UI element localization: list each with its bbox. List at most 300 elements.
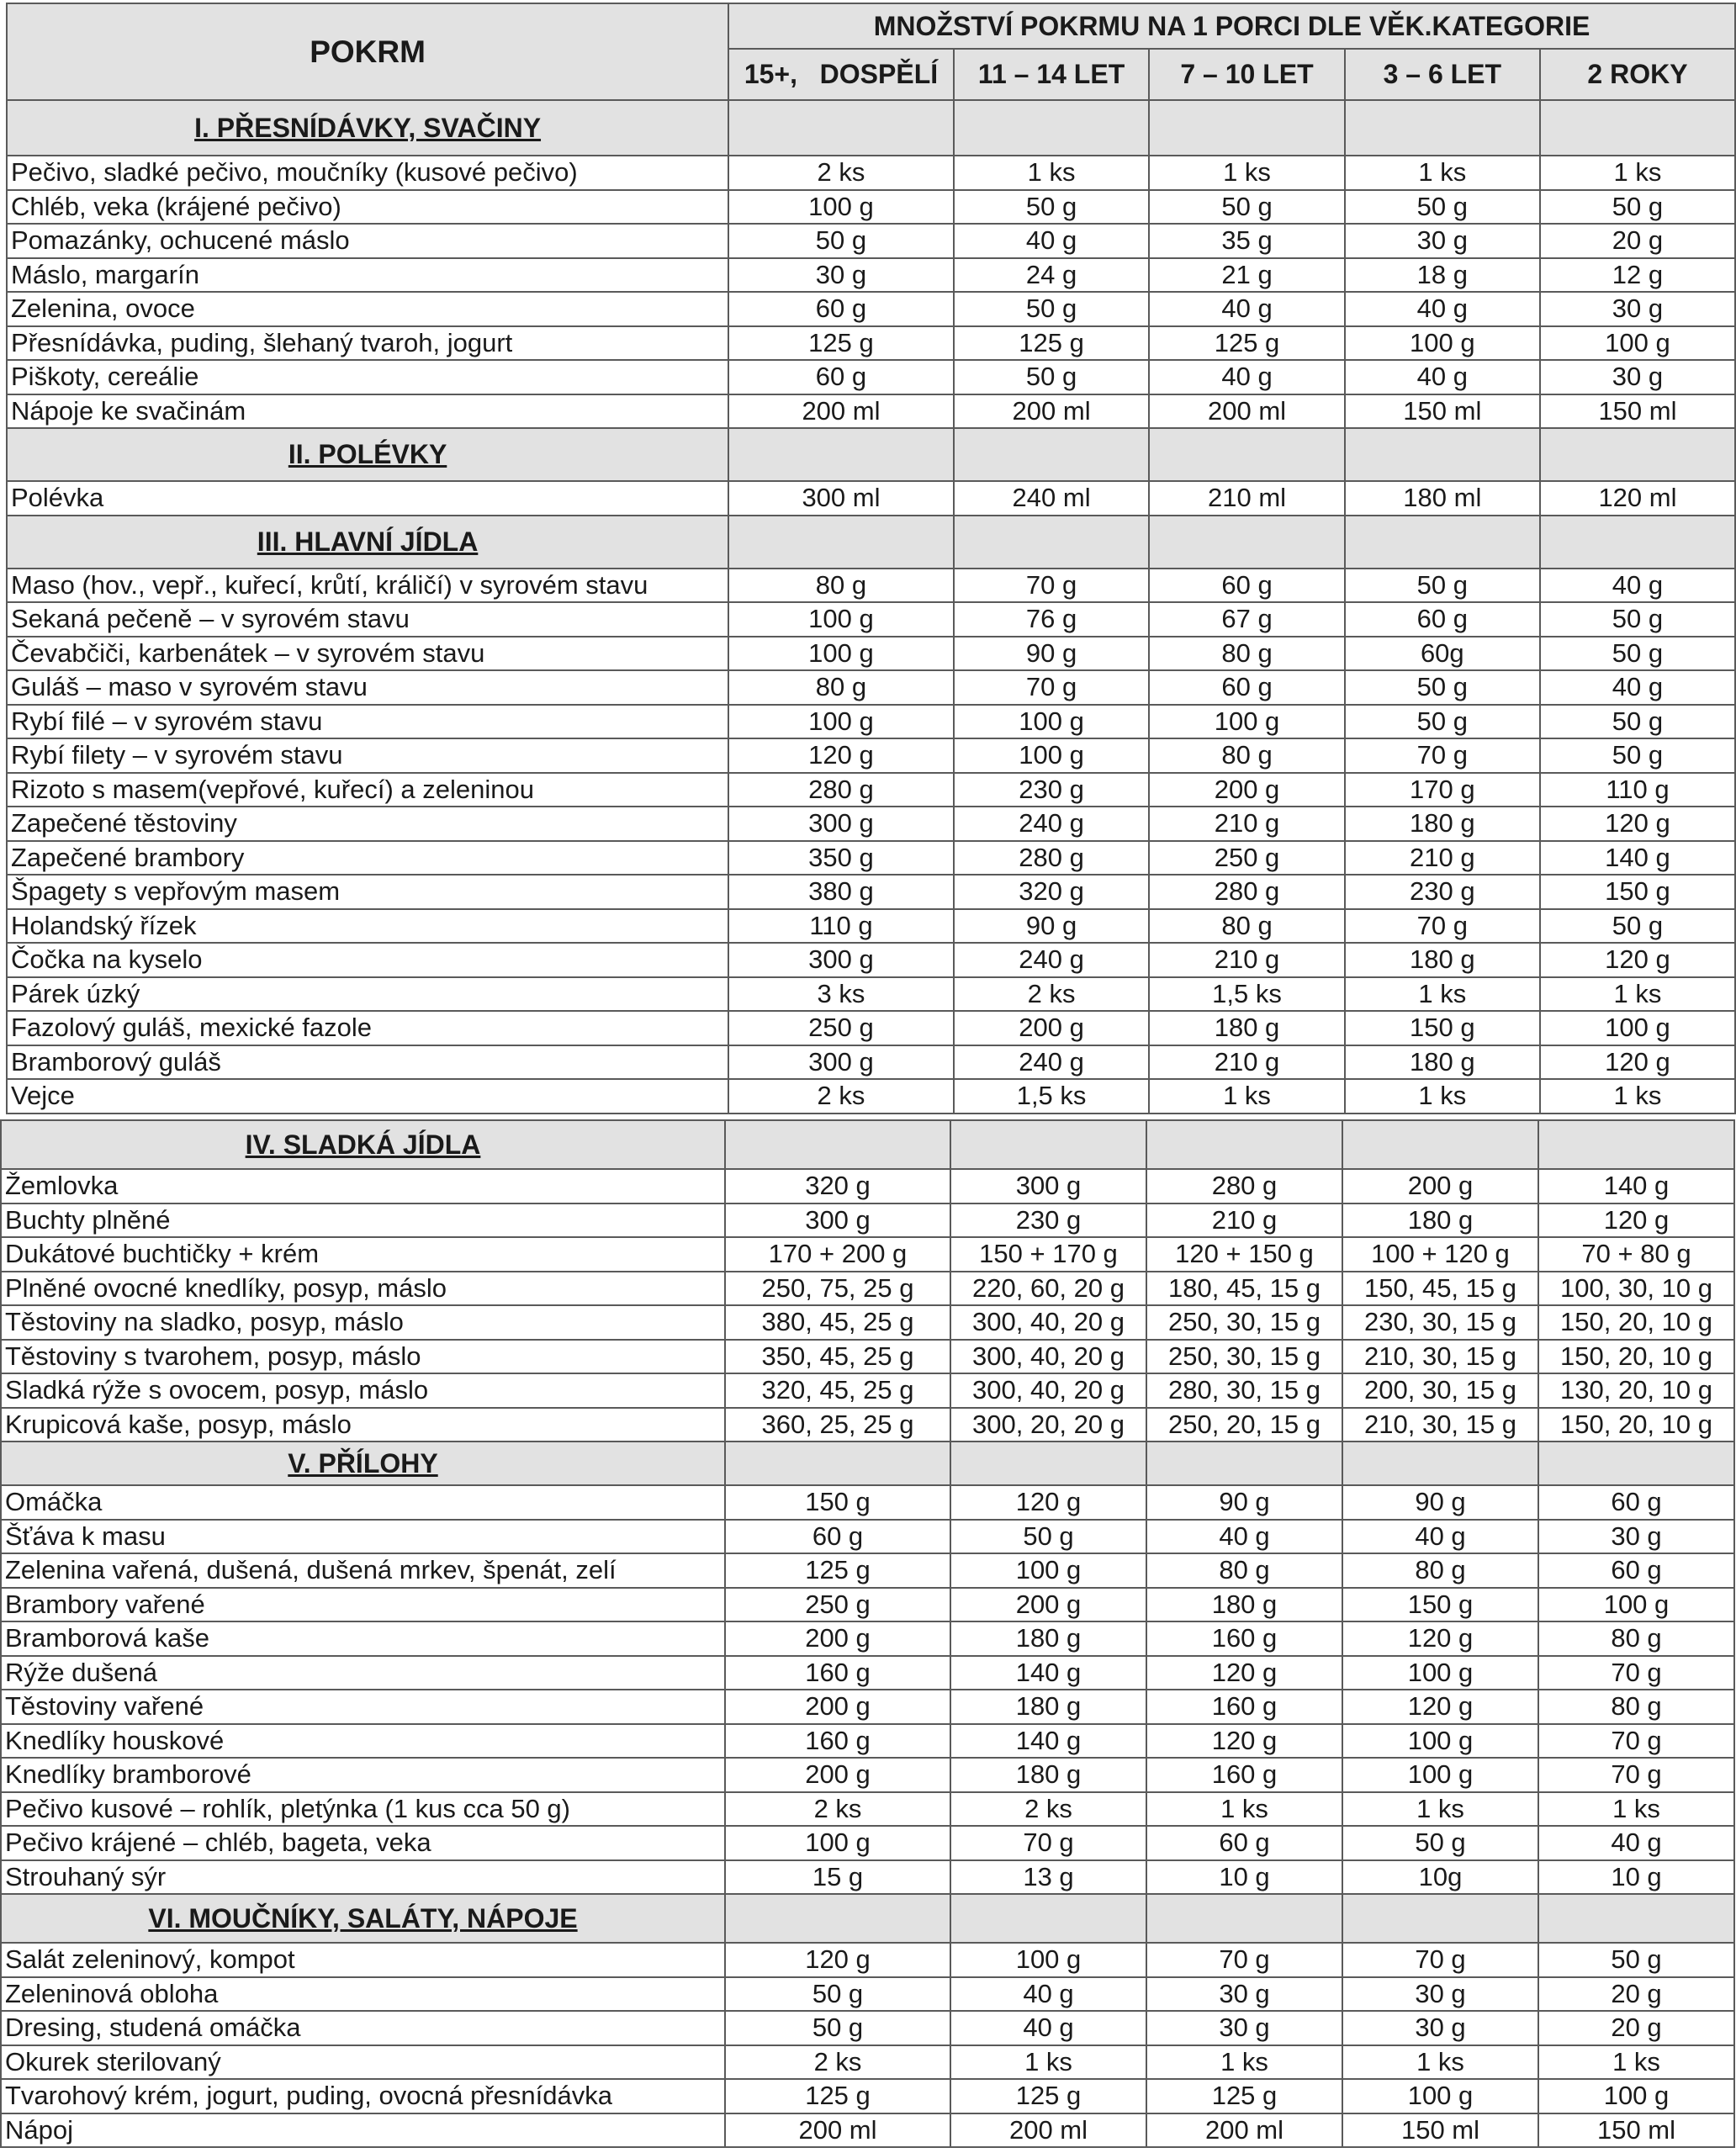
food-name-cell: Rybí filé – v syrovém stavu [7,705,728,739]
portion-value-cell: 60 g [1538,1553,1734,1588]
portion-value-cell: 1,5 ks [1149,977,1344,1012]
portion-value-cell: 100 g [728,705,954,739]
portion-value-cell: 200 g [1149,773,1344,807]
table-row [1,1305,1734,1340]
section-empty-cell [1538,1120,1734,1169]
section-header-row [1,1120,1734,1169]
portion-value-cell: 2 ks [950,1792,1146,1827]
portion-value-cell: 30 g [1342,2011,1538,2045]
portion-value-cell: 70 g [954,569,1150,603]
section-title: V. PŘÍLOHY [288,1447,438,1479]
portion-value-cell: 35 g [1149,224,1344,258]
portion-value-cell: 380, 45, 25 g [725,1305,950,1340]
table-row [7,705,1735,739]
table-row [1,1826,1734,1860]
food-name-cell: Těstoviny na sladko, posyp, máslo [1,1305,725,1340]
portion-value-cell: 280, 30, 15 g [1146,1373,1342,1408]
section-empty-cell [1342,1894,1538,1943]
portion-value-cell: 380 g [728,875,954,909]
food-name-cell: Zeleninová obloha [1,1977,725,2012]
portion-value-cell: 90 g [1146,1485,1342,1520]
portion-value-cell: 40 g [1342,1520,1538,1554]
food-name-cell: Strouhaný sýr [1,1860,725,1895]
portion-value-cell: 250 g [1149,841,1344,875]
portion-value-cell: 50 g [950,1520,1146,1554]
portion-value-cell: 50 g [1149,190,1344,225]
portion-value-cell: 250, 75, 25 g [725,1272,950,1306]
section-empty-cell [1345,428,1540,481]
portion-value-cell: 100 g [1540,1011,1735,1045]
portion-value-cell: 120 g [1342,1690,1538,1724]
section-empty-cell [725,1442,950,1485]
portion-value-cell: 150 g [1345,1011,1540,1045]
portion-value-cell: 21 g [1149,258,1344,293]
table-row [7,943,1735,977]
portion-value-cell: 30 g [1540,360,1735,394]
portion-value-cell: 70 g [1538,1724,1734,1759]
portion-value-cell: 1 ks [1146,2045,1342,2080]
portion-value-cell: 250, 20, 15 g [1146,1408,1342,1442]
portion-value-cell: 1 ks [1345,156,1540,190]
portion-value-cell: 280 g [954,841,1150,875]
portion-value-cell: 210 g [1149,943,1344,977]
portion-value-cell: 50 g [1538,1943,1734,1977]
portion-value-cell: 150 g [725,1485,950,1520]
food-name-cell: Bramborový guláš [7,1045,728,1080]
table-row [7,1045,1735,1080]
portion-value-cell: 200 ml [1149,394,1344,429]
portion-value-cell: 2 ks [728,156,954,190]
section-title: VI. MOUČNÍKY, SALÁTY, NÁPOJE [148,1902,578,1933]
table-row [7,738,1735,773]
portion-value-cell: 140 g [1540,841,1735,875]
section-title-cell [7,100,728,156]
portion-value-cell: 100 g [1342,1656,1538,1690]
portion-value-cell: 150, 45, 15 g [1342,1272,1538,1306]
portion-value-cell: 50 g [954,292,1150,326]
portion-value-cell: 120 g [1540,807,1735,841]
food-name-cell: Piškoty, cereálie [7,360,728,394]
portion-value-cell: 60 g [725,1520,950,1554]
portion-value-cell: 280 g [1149,875,1344,909]
portion-value-cell: 300 g [728,807,954,841]
portion-value-cell: 40 g [1146,1520,1342,1554]
portion-value-cell: 125 g [1149,326,1344,361]
portion-value-cell: 150, 20, 10 g [1538,1340,1734,1374]
portion-value-cell: 2 ks [728,1079,954,1114]
table-row [1,1373,1734,1408]
table-row [7,670,1735,705]
food-name-cell: Tvarohový krém, jogurt, puding, ovocná přesnídávka [1,2079,725,2113]
table-row [7,602,1735,637]
portion-value-cell: 3 ks [728,977,954,1012]
portion-value-cell: 100 + 120 g [1342,1237,1538,1272]
portion-value-cell: 30 g [1146,1977,1342,2012]
portion-value-cell: 200 g [954,1011,1150,1045]
portion-value-cell: 160 g [725,1724,950,1759]
portion-value-cell: 125 g [1146,2079,1342,2113]
portion-value-cell: 40 g [954,224,1150,258]
portion-value-cell: 120 ml [1540,481,1735,516]
portion-value-cell: 100 g [1538,1588,1734,1622]
food-name-cell: Pomazánky, ochucené máslo [7,224,728,258]
portion-value-cell: 150 g [1540,875,1735,909]
portion-value-cell: 100 g [728,190,954,225]
portion-value-cell: 120 g [1540,1045,1735,1080]
portion-value-cell: 80 g [1149,909,1344,944]
section-empty-cell [1538,1894,1734,1943]
portion-value-cell: 90 g [954,909,1150,944]
food-name-cell: Zapečené těstoviny [7,807,728,841]
food-name-cell: Těstoviny s tvarohem, posyp, máslo [1,1340,725,1374]
portion-value-cell: 200 ml [954,394,1150,429]
column-header-age: 3 – 6 LET [1345,49,1540,100]
section-header-row [7,516,1735,569]
table-row [7,258,1735,293]
portion-value-cell: 30 g [1345,224,1540,258]
section-title-cell [7,428,728,481]
portion-value-cell: 70 g [950,1826,1146,1860]
portion-value-cell: 170 + 200 g [725,1237,950,1272]
portion-value-cell: 250 g [725,1588,950,1622]
portion-value-cell: 300 g [728,1045,954,1080]
portion-value-cell: 40 g [1149,292,1344,326]
portion-value-cell: 210 g [1345,841,1540,875]
portion-value-cell: 300, 40, 20 g [950,1340,1146,1374]
portion-value-cell: 350, 45, 25 g [725,1340,950,1374]
portion-value-cell: 180 g [950,1621,1146,1656]
portion-value-cell: 120 g [1538,1203,1734,1238]
section-empty-cell [1540,100,1735,156]
portion-value-cell: 40 g [1345,360,1540,394]
table-row [7,773,1735,807]
portion-value-cell: 125 g [954,326,1150,361]
portion-value-cell: 70 g [1538,1758,1734,1792]
portion-value-cell: 180 g [1345,1045,1540,1080]
portion-value-cell: 40 g [1540,670,1735,705]
portion-value-cell: 100 g [950,1943,1146,1977]
portion-value-cell: 12 g [1540,258,1735,293]
section-empty-cell [950,1442,1146,1485]
section-empty-cell [728,100,954,156]
portion-value-cell: 40 g [950,1977,1146,2012]
portion-value-cell: 200 g [950,1588,1146,1622]
table-row [1,1485,1734,1520]
portion-value-cell: 90 g [1342,1485,1538,1520]
section-header-row [7,428,1735,481]
portion-value-cell: 180 g [950,1690,1146,1724]
portion-value-cell: 80 g [1342,1553,1538,1588]
food-name-cell: Dresing, studená omáčka [1,2011,725,2045]
portion-value-cell: 120 g [1146,1724,1342,1759]
portion-value-cell: 60 g [1149,670,1344,705]
food-name-cell: Rýže dušená [1,1656,725,1690]
table-row [1,1520,1734,1554]
section-empty-cell [950,1120,1146,1169]
portion-value-cell: 125 g [725,2079,950,2113]
portion-value-cell: 150, 20, 10 g [1538,1305,1734,1340]
portion-table-bottom [0,1119,1735,2148]
table-row [1,1237,1734,1272]
portion-value-cell: 230, 30, 15 g [1342,1305,1538,1340]
table-row [7,481,1735,516]
portion-value-cell: 50 g [1345,190,1540,225]
section-empty-cell [1149,100,1344,156]
portion-value-cell: 60 g [1538,1485,1734,1520]
portion-value-cell: 210, 30, 15 g [1342,1408,1538,1442]
table-row [7,841,1735,875]
food-name-cell: Chléb, veka (krájené pečivo) [7,190,728,225]
portion-value-cell: 230 g [950,1203,1146,1238]
portion-value-cell: 100 g [725,1826,950,1860]
portion-value-cell: 160 g [1146,1621,1342,1656]
portion-value-cell: 2 ks [725,2045,950,2080]
portion-value-cell: 300 g [725,1203,950,1238]
portion-value-cell: 150, 20, 10 g [1538,1408,1734,1442]
portion-value-cell: 125 g [725,1553,950,1588]
table-row [7,156,1735,190]
portion-value-cell: 70 g [1345,909,1540,944]
portion-value-cell: 80 g [1149,637,1344,671]
food-name-cell: Špagety s vepřovým masem [7,875,728,909]
portion-value-cell: 150 ml [1345,394,1540,429]
portion-value-cell: 180 g [1146,1588,1342,1622]
portion-value-cell: 110 g [728,909,954,944]
food-name-cell: Nápoj [1,2113,725,2148]
portion-value-cell: 120 g [725,1943,950,1977]
column-header-age: 7 – 10 LET [1149,49,1344,100]
portion-value-cell: 200 g [1342,1169,1538,1203]
portion-value-cell: 70 + 80 g [1538,1237,1734,1272]
food-name-cell: Bramborová kaše [1,1621,725,1656]
portion-value-cell: 50 g [1540,705,1735,739]
section-empty-cell [954,516,1150,569]
portion-value-cell: 240 ml [954,481,1150,516]
portion-value-cell: 250, 30, 15 g [1146,1305,1342,1340]
food-name-cell: Čevabčiči, karbenátek – v syrovém stavu [7,637,728,671]
portion-value-cell: 80 g [1538,1690,1734,1724]
portion-value-cell: 1 ks [1540,1079,1735,1114]
portion-value-cell: 100, 30, 10 g [1538,1272,1734,1306]
portion-value-cell: 150 ml [1538,2113,1734,2148]
table-row [1,1203,1734,1238]
portion-value-cell: 320 g [725,1169,950,1203]
table-row [1,1621,1734,1656]
portion-value-cell: 100 g [954,705,1150,739]
portion-value-cell: 50 g [1540,637,1735,671]
portion-value-cell: 150 ml [1342,2113,1538,2148]
table-row [7,326,1735,361]
portion-value-cell: 300 ml [728,481,954,516]
section-header-row [1,1894,1734,1943]
portion-value-cell: 40 g [950,2011,1146,2045]
section-empty-cell [1146,1120,1342,1169]
portion-value-cell: 100 g [1342,2079,1538,2113]
portion-value-cell: 30 g [728,258,954,293]
table-row [7,875,1735,909]
portion-value-cell: 250 g [728,1011,954,1045]
portion-value-cell: 100 g [1342,1724,1538,1759]
table-row [1,1408,1734,1442]
section-empty-cell [1342,1442,1538,1485]
portion-value-cell: 1 ks [1540,977,1735,1012]
portion-value-cell: 13 g [950,1860,1146,1895]
portion-value-cell: 20 g [1540,224,1735,258]
portion-value-cell: 180 ml [1345,481,1540,516]
table-row [7,190,1735,225]
portion-value-cell: 300, 20, 20 g [950,1408,1146,1442]
portion-value-cell: 1 ks [954,156,1150,190]
portion-value-cell: 140 g [1538,1169,1734,1203]
column-header-age: 11 – 14 LET [954,49,1150,100]
portion-value-cell: 360, 25, 25 g [725,1408,950,1442]
food-name-cell: Dukátové buchtičky + krém [1,1237,725,1272]
table-row [7,1011,1735,1045]
portion-value-cell: 50 g [1345,670,1540,705]
portion-value-cell: 20 g [1538,1977,1734,2012]
portion-value-cell: 150 + 170 g [950,1237,1146,1272]
section-title-cell [1,1894,725,1943]
portion-value-cell: 50 g [725,2011,950,2045]
portion-value-cell: 180 g [1149,1011,1344,1045]
portion-value-cell: 130, 20, 10 g [1538,1373,1734,1408]
portion-value-cell: 50 g [954,190,1150,225]
table-row [1,2079,1734,2113]
section-header-row [7,100,1735,156]
food-name-cell: Rizoto s masem(vepřové, kuřecí) a zeleninou [7,773,728,807]
table-row [7,807,1735,841]
food-name-cell: Krupicová kaše, posyp, máslo [1,1408,725,1442]
section-empty-cell [1538,1442,1734,1485]
portion-value-cell: 50 g [1540,738,1735,773]
portion-value-cell: 40 g [1345,292,1540,326]
food-name-cell: Knedlíky bramborové [1,1758,725,1792]
portion-value-cell: 120 g [1342,1621,1538,1656]
portion-value-cell: 250, 30, 15 g [1146,1340,1342,1374]
table-row [7,292,1735,326]
portion-value-cell: 300 g [728,943,954,977]
food-name-cell: Sekaná pečeně – v syrovém stavu [7,602,728,637]
section-title-cell [1,1120,725,1169]
portion-value-cell: 1 ks [950,2045,1146,2080]
portion-value-cell: 210 g [1146,1203,1342,1238]
food-name-cell: Zelenina vařená, dušená, dušená mrkev, špenát, zelí [1,1553,725,1588]
table-row [1,1272,1734,1306]
portion-value-cell: 220, 60, 20 g [950,1272,1146,1306]
food-name-cell: Buchty plněné [1,1203,725,1238]
section-empty-cell [950,1894,1146,1943]
portion-value-cell: 1 ks [1342,1792,1538,1827]
portion-value-cell: 80 g [1149,738,1344,773]
portion-value-cell: 210 g [1149,807,1344,841]
portion-value-cell: 50 g [1540,602,1735,637]
portion-value-cell: 210 g [1149,1045,1344,1080]
table-row [1,1977,1734,2012]
portion-value-cell: 210 ml [1149,481,1344,516]
portion-value-cell: 110 g [1540,773,1735,807]
portion-value-cell: 10 g [1538,1860,1734,1895]
portion-value-cell: 300, 40, 20 g [950,1305,1146,1340]
table-row [7,569,1735,603]
section-empty-cell [1149,516,1344,569]
table-row [7,224,1735,258]
food-name-cell: Sladká rýže s ovocem, posyp, máslo [1,1373,725,1408]
portion-value-cell: 200 g [725,1690,950,1724]
food-name-cell: Holandský řízek [7,909,728,944]
portion-value-cell: 1 ks [1538,1792,1734,1827]
table-row [1,1943,1734,1977]
section-empty-cell [725,1120,950,1169]
portion-value-cell: 60 g [1149,569,1344,603]
portion-value-cell: 67 g [1149,602,1344,637]
food-name-cell: Brambory vařené [1,1588,725,1622]
portion-value-cell: 240 g [954,943,1150,977]
portion-value-cell: 50 g [1345,705,1540,739]
food-name-cell: Čočka na kyselo [7,943,728,977]
portion-value-cell: 100 g [728,602,954,637]
portion-value-cell: 100 g [1149,705,1344,739]
table-row [1,1724,1734,1759]
portion-value-cell: 40 g [1538,1826,1734,1860]
portion-value-cell: 18 g [1345,258,1540,293]
portion-value-cell: 80 g [728,670,954,705]
table-row [7,977,1735,1012]
table-row [7,1079,1735,1114]
section-empty-cell [1345,516,1540,569]
portion-value-cell: 20 g [1538,2011,1734,2045]
portion-value-cell: 50 g [1540,909,1735,944]
portion-value-cell: 320, 45, 25 g [725,1373,950,1408]
portion-value-cell: 140 g [950,1656,1146,1690]
portion-value-cell: 50 g [1342,1826,1538,1860]
portion-table-top [6,3,1736,1114]
portion-value-cell: 60 g [728,292,954,326]
portion-value-cell: 180, 45, 15 g [1146,1272,1342,1306]
portion-value-cell: 60 g [728,360,954,394]
portion-value-cell: 150 ml [1540,394,1735,429]
portion-value-cell: 30 g [1538,1520,1734,1554]
portion-value-cell: 1 ks [1342,2045,1538,2080]
table-row [1,1690,1734,1724]
portion-value-cell: 125 g [950,2079,1146,2113]
portion-value-cell: 1 ks [1146,1792,1342,1827]
portion-value-cell: 120 g [1146,1656,1342,1690]
food-name-cell: Polévka [7,481,728,516]
portion-value-cell: 200 ml [725,2113,950,2148]
section-empty-cell [728,428,954,481]
table-row [1,2113,1734,2148]
portion-value-cell: 100 g [950,1553,1146,1588]
table-row [7,909,1735,944]
portion-value-cell: 70 g [954,670,1150,705]
food-name-cell: Šťáva k masu [1,1520,725,1554]
table-row [1,1340,1734,1374]
food-name-cell: Pečivo kusové – rohlík, pletýnka (1 kus cca 50 g) [1,1792,725,1827]
portion-value-cell: 70 g [1342,1943,1538,1977]
portion-value-cell: 200 g [725,1621,950,1656]
portion-value-cell: 2 ks [954,977,1150,1012]
section-empty-cell [1540,428,1735,481]
food-name-cell: Knedlíky houskové [1,1724,725,1759]
table-row [1,2011,1734,2045]
section-empty-cell [728,516,954,569]
portion-value-cell: 10g [1342,1860,1538,1895]
portion-value-cell: 200 ml [950,2113,1146,2148]
portion-value-cell: 350 g [728,841,954,875]
table-row [1,1656,1734,1690]
portion-value-cell: 50 g [728,224,954,258]
section-title: IV. SLADKÁ JÍDLA [245,1129,481,1160]
